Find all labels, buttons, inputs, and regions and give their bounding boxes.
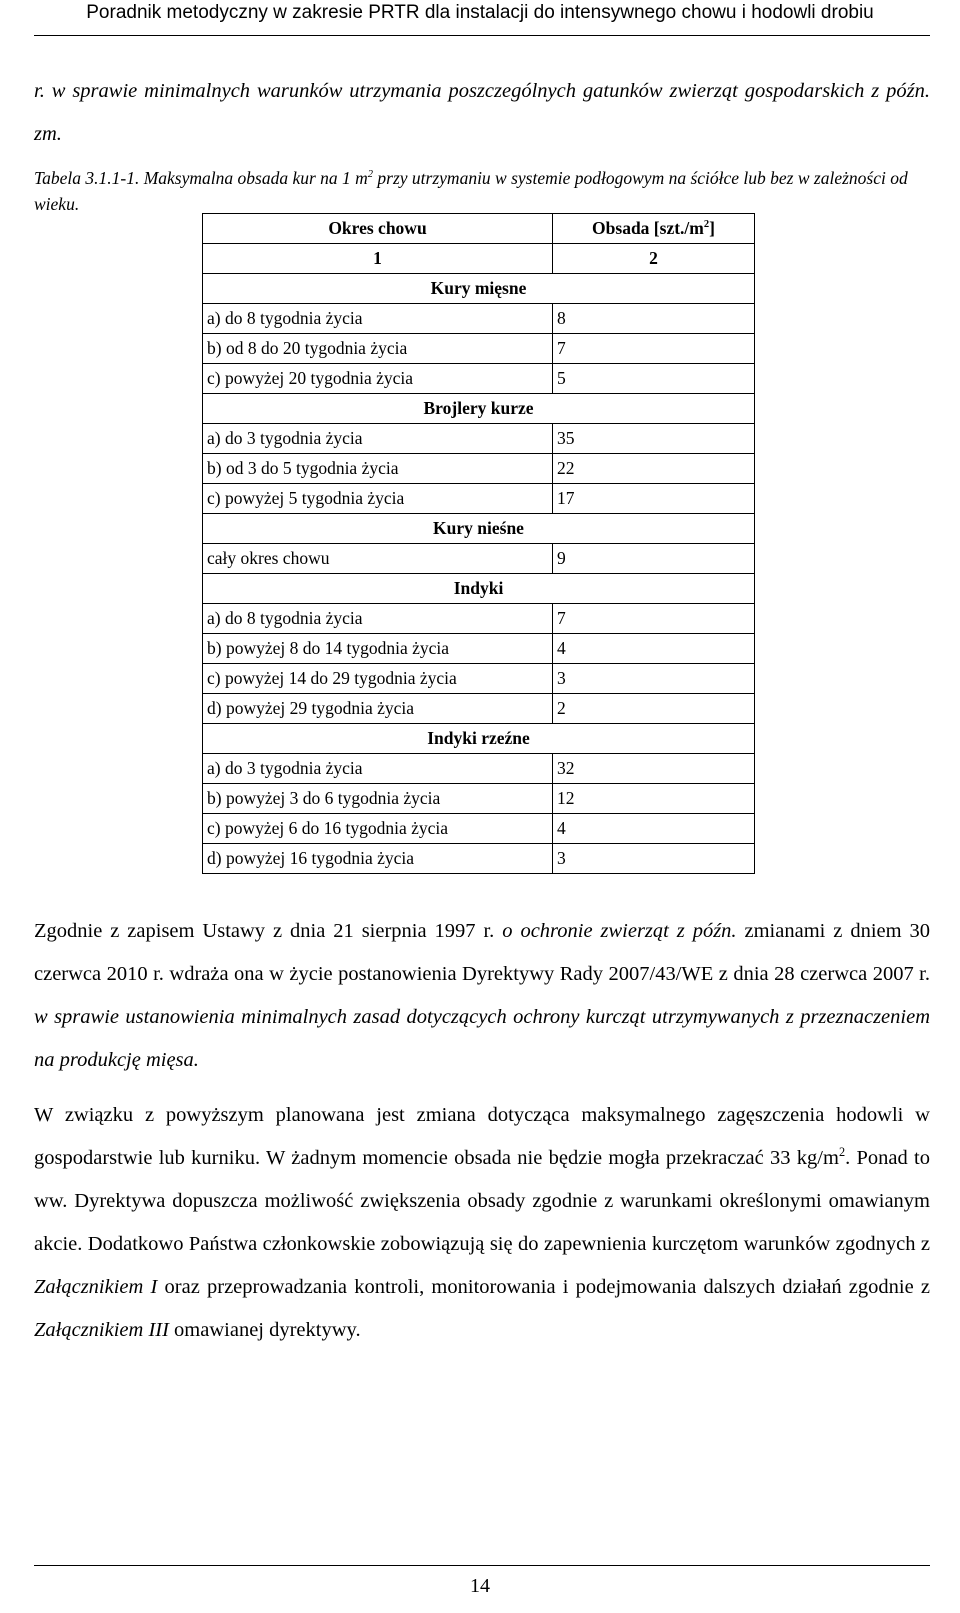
- paragraph-law-part3: zmianami z dniem 30 czerwca 2010 r. wdraża ona w życie postanowienia Dyrektywy Rady 2007/43/WE z dnia 28 czerwca 2007 r.: [34, 920, 930, 985]
- header-rule: [34, 35, 930, 36]
- stocking-density-table: [202, 213, 755, 874]
- period-cell: b) powyżej 8 do 14 tygodnia życia: [203, 634, 553, 664]
- table-row: [203, 424, 755, 454]
- table-caption: [34, 165, 934, 217]
- period-cell: c) powyżej 6 do 16 tygodnia życia: [203, 814, 553, 844]
- page-number: 14: [470, 1575, 490, 1597]
- period-cell: a) do 8 tygodnia życia: [203, 604, 553, 634]
- period-cell: c) powyżej 20 tygodnia życia: [203, 364, 553, 394]
- header-density-end: ]: [709, 218, 715, 238]
- header-density: [553, 214, 755, 244]
- footer-rule: [34, 1565, 930, 1566]
- period-cell: a) do 8 tygodnia życia: [203, 304, 553, 334]
- column-number-2: 2: [553, 244, 755, 274]
- paragraph-law-part2: o ochronie zwierząt z późn.: [502, 920, 737, 942]
- table-row: [203, 304, 755, 334]
- column-number-row: [203, 244, 755, 274]
- intro-paragraph: [34, 70, 930, 156]
- density-cell: 5: [553, 364, 755, 394]
- paragraph-law: [34, 910, 930, 1082]
- paragraph-directive-sup: 2: [838, 1145, 846, 1160]
- table-row: [203, 784, 755, 814]
- paragraph-directive-part3: Załącznikiem I: [34, 1276, 158, 1298]
- table-row: [203, 814, 755, 844]
- table-row: [203, 454, 755, 484]
- table-header-row: [203, 214, 755, 244]
- group-heading: Kury nieśne: [203, 514, 755, 544]
- density-cell: 2: [553, 694, 755, 724]
- paragraph-law-part4: w sprawie ustanowienia minimalnych zasad dotyczących ochrony kurcząt utrzymywanych z przeznaczeniem na produkcję mięsa.: [34, 1006, 930, 1071]
- header-period: Okres chowu: [203, 214, 553, 244]
- period-cell: a) do 3 tygodnia życia: [203, 424, 553, 454]
- table-row: [203, 664, 755, 694]
- group-row: [203, 724, 755, 754]
- table-row: [203, 364, 755, 394]
- density-cell: 3: [553, 844, 755, 874]
- body-text: [34, 910, 930, 1364]
- density-cell: 4: [553, 814, 755, 844]
- group-heading: Indyki rzeźne: [203, 724, 755, 754]
- period-cell: b) powyżej 3 do 6 tygodnia życia: [203, 784, 553, 814]
- period-cell: c) powyżej 5 tygodnia życia: [203, 484, 553, 514]
- group-row: [203, 274, 755, 304]
- paragraph-directive-part5: Załącznikiem III: [34, 1319, 169, 1341]
- table-row: [203, 694, 755, 724]
- density-cell: 7: [553, 334, 755, 364]
- table-row: [203, 634, 755, 664]
- period-cell: d) powyżej 16 tygodnia życia: [203, 844, 553, 874]
- period-cell: a) do 3 tygodnia życia: [203, 754, 553, 784]
- density-cell: 8: [553, 304, 755, 334]
- group-heading: Brojlery kurze: [203, 394, 755, 424]
- period-cell: b) od 8 do 20 tygodnia życia: [203, 334, 553, 364]
- density-cell: 9: [553, 544, 755, 574]
- paragraph-directive: [34, 1094, 930, 1352]
- period-cell: cały okres chowu: [203, 544, 553, 574]
- table-row: [203, 484, 755, 514]
- header-density-sup: 2: [703, 219, 710, 231]
- paragraph-directive-part1: W związku z powyższym planowana jest zmiana dotycząca maksymalnego zagęszczenia hodowli w gospodarstwie lub kurniku. W żadnym momencie obsada nie będzie mogła przekraczać 33 kg/m: [34, 1104, 930, 1169]
- group-row: [203, 514, 755, 544]
- caption-text-start: Tabela 3.1.1-1. Maksymalna obsada kur na 1 m: [34, 168, 368, 188]
- group-heading: Kury mięsne: [203, 274, 755, 304]
- table-row: [203, 334, 755, 364]
- paragraph-directive-part2: . Ponad to ww. Dyrektywa dopuszcza możliwość zwiększenia obsady zgodnie z warunkami określonymi omawianym akcie. Dodatkowo Państwa członkowskie zobowiązują się do zapewnienia kurczętom warunków zgodnych z: [34, 1147, 931, 1255]
- period-cell: b) od 3 do 5 tygodnia życia: [203, 454, 553, 484]
- density-cell: 4: [553, 634, 755, 664]
- running-header: [0, 0, 960, 44]
- paragraph-law-part1: Zgodnie z zapisem Ustawy z dnia 21 sierpnia 1997 r.: [34, 920, 503, 942]
- group-row: [203, 394, 755, 424]
- density-cell: 3: [553, 664, 755, 694]
- caption-text-end: przy utrzymaniu w systemie podłogowym na ściółce lub bez w zależności od wieku.: [34, 168, 908, 214]
- running-header-title: Poradnik metodyczny w zakresie PRTR dla instalacji do intensywnego chowu i hodowli drobiu: [86, 2, 874, 23]
- table-row: [203, 544, 755, 574]
- column-number-1: 1: [203, 244, 553, 274]
- density-cell: 12: [553, 784, 755, 814]
- density-cell: 32: [553, 754, 755, 784]
- density-cell: 22: [553, 454, 755, 484]
- paragraph-directive-part6: omawianej dyrektywy.: [168, 1319, 361, 1341]
- caption-superscript: 2: [367, 169, 374, 181]
- table-row: [203, 604, 755, 634]
- group-heading: Indyki: [203, 574, 755, 604]
- table-row: [203, 754, 755, 784]
- header-density-text: Obsada [szt./m: [592, 218, 704, 238]
- intro-text: r. w sprawie minimalnych warunków utrzymania poszczególnych gatunków zwierząt gospodarskich z późn. zm.: [34, 80, 930, 145]
- period-cell: d) powyżej 29 tygodnia życia: [203, 694, 553, 724]
- period-cell: c) powyżej 14 do 29 tygodnia życia: [203, 664, 553, 694]
- paragraph-directive-part4: oraz przeprowadzania kontroli, monitorowania i podejmowania dalszych działań zgodnie z: [157, 1276, 930, 1298]
- table-row: [203, 844, 755, 874]
- density-cell: 7: [553, 604, 755, 634]
- density-cell: 17: [553, 484, 755, 514]
- density-cell: 35: [553, 424, 755, 454]
- group-row: [203, 574, 755, 604]
